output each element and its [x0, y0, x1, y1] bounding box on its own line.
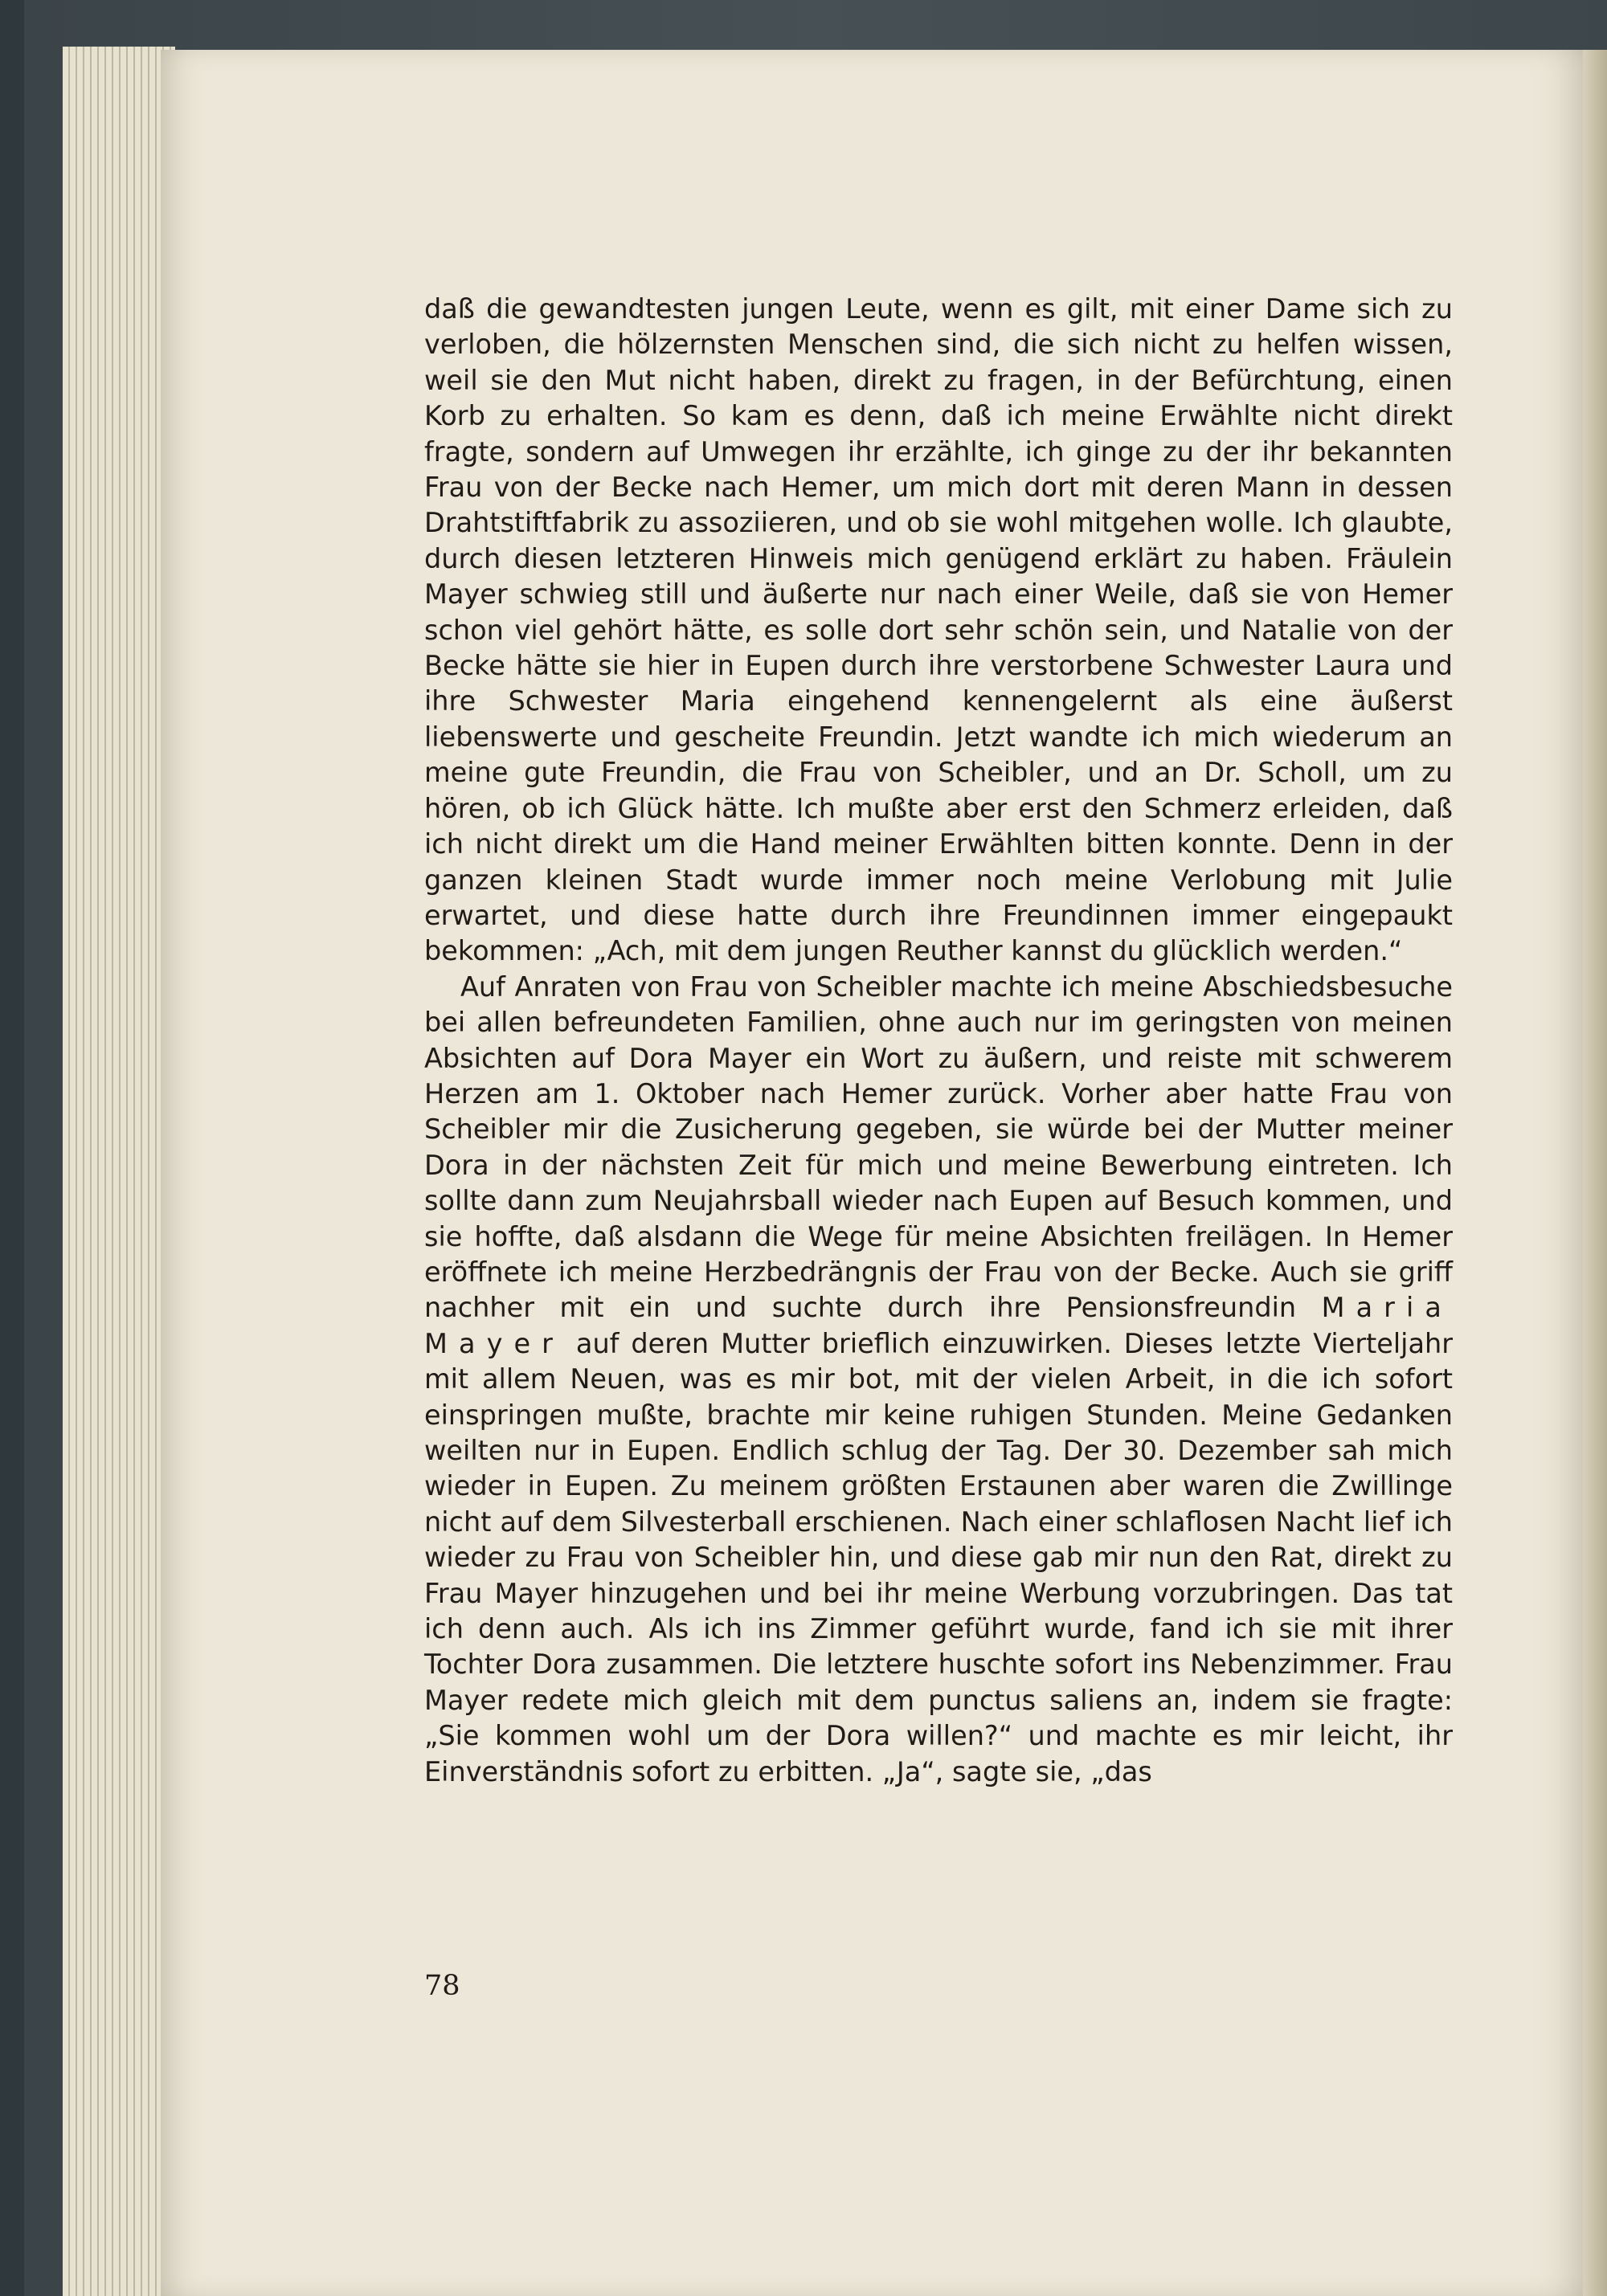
paragraph-text: auf deren Mutter brieflich einzuwirken. Dieses letzte Vierteljahr mit allem Neuen, was es mir bot, mit der vielen Arbeit, in die ich sofort einspringen mußte, brachte mir keine ruhigen Stunden. Meine Gedanken weilten nur in Eupen. Endlich schlug der Tag. Der 30. Dezember sah mich wieder in Eupen. Zu meinem größten Erstaunen aber waren die Zwillinge nicht auf dem Silvesterball erschienen. Nach einer schlaflosen Nacht lief ich wieder zu Frau von Scheibler hin, und diese gab mir nun den Rat, direkt zu Frau Mayer hinzugehen und bei ihr meine Werbung vorzubringen. Das tat ich denn auch. Als ich ins Zimmer geführt wurde, fand ich sie mit ihrer Tochter Dora zusammen. Die letztere huschte sofort ins Nebenzimmer. Frau Mayer redete mich gleich mit dem punctus saliens an, indem sie fragte: „Sie kommen wohl um der Dora willen?“ und machte es mir leicht, ihr Einverständnis sofort zu erbitten. „Ja“, sagte sie, „das: [424, 1327, 1453, 1787]
paragraph: [424, 970, 1453, 1790]
facing-page-edge: [1583, 50, 1607, 2296]
paragraph: daß die gewandtesten jungen Leute, wenn es gilt, mit einer Dame sich zu verloben, die hölzernsten Menschen sind, die sich nicht zu helfen wissen, weil sie den Mut nicht haben, direkt zu fragen, in der Befürchtung, einen Korb zu erhalten. So kam es denn, daß ich meine Erwählte nicht direkt fragte, sondern auf Umwegen ihr erzählte, ich ginge zu der ihr bekannten Frau von der Becke nach Hemer, um mich dort mit deren Mann in dessen Drahtstiftfabrik zu assoziieren, und ob sie wohl mitgehen wolle. Ich glaubte, durch diesen letzteren Hinweis mich genügend erklärt zu haben. Fräulein Mayer schwieg still und äußerte nur nach einer Weile, daß sie von Hemer schon viel gehört hätte, es solle dort sehr schön sein, und Natalie von der Becke hätte sie hier in Eupen durch ihre verstorbene Schwester Laura und ihre Schwester Maria eingehend kennengelernt als eine äußerst liebenswerte und gescheite Freundin. Jetzt wandte ich mich wiederum an meine gute Freundin, die Frau von Scheibler, und an Dr. Scholl, um zu hören, ob ich Glück hätte. Ich mußte aber erst den Schmerz erleiden, daß ich nicht direkt um die Hand meiner Erwählten bitten konnte. Denn in der ganzen kleinen Stadt wurde immer noch meine Verlobung mit Julie erwartet, und diese hatte durch ihre Freundinnen immer eingepaukt bekommen: „Ach, mit dem jungen Reuther kannst du glücklich werden.“: [424, 293, 1453, 967]
page-edges: [63, 47, 175, 2296]
body-text: [424, 292, 1453, 1790]
spaced-name: Maria Mayer: [424, 1292, 1453, 1359]
page-number: 78: [424, 1970, 460, 2002]
paragraph-text: Auf Anraten von Frau von Scheibler machte ich meine Abschiedsbesuche bei allen befreundeten Familien, ohne auch nur im geringsten von meinen Absichten auf Dora Mayer ein Wort zu äußern, und reiste mit schwerem Herzen am 1. Oktober nach Hemer zurück. Vorher aber hatte Frau von Scheibler mir die Zusicherung gegeben, sie würde bei der Mutter meiner Dora in der nächsten Zeit für mich und meine Bewerbung eintreten. Ich sollte dann zum Neujahrsball wieder nach Eupen auf Besuch kommen, und sie hoffte, daß alsdann die Wege für meine Absichten freilägen. In Hemer eröffnete ich meine Herzbedrängnis der Frau von der Becke. Auch sie griff nachher mit ein und suchte durch ihre Pensionsfreundin: [424, 970, 1453, 1324]
